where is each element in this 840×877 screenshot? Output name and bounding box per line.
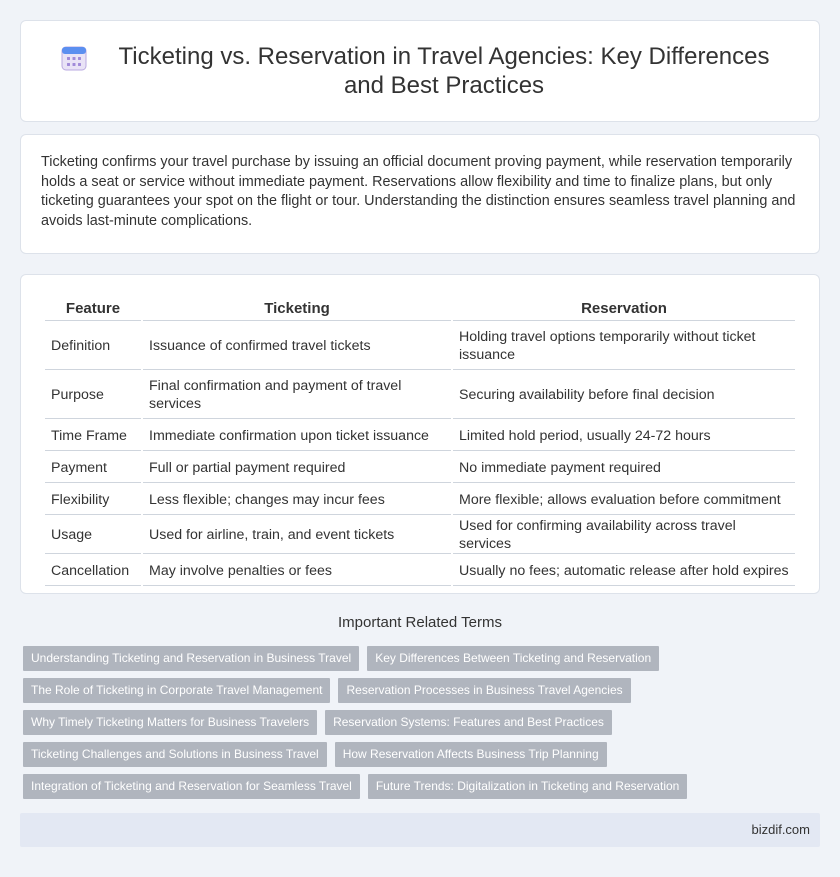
table-row xyxy=(45,485,795,515)
page-title: Ticketing vs. Reservation in Travel Agencies: Key Differences and Best Practices xyxy=(118,43,770,99)
related-tag[interactable]: How Reservation Affects Business Trip Planning xyxy=(335,742,607,767)
related-tag[interactable]: Reservation Processes in Business Travel Agencies xyxy=(338,678,630,703)
intro-text: Ticketing confirms your travel purchase by issuing an official document proving payment, while reservation temporarily holds a seat or service without immediate payment. Reservations allow flexibility and time to finalize plans, but only ticketing guarantees your spot on the flight or tour. Understanding the distinction ensures seamless travel planning and avoids last-minute complications. xyxy=(41,154,796,229)
table-cell: Securing availability before final decision xyxy=(453,372,795,419)
tag-row xyxy=(23,774,695,799)
table-cell: Purpose xyxy=(45,372,141,419)
tag-row xyxy=(23,710,620,735)
table-row xyxy=(45,517,795,554)
table-row xyxy=(45,556,795,586)
table-cell: Limited hold period, usually 24-72 hours xyxy=(453,421,795,451)
related-tag[interactable]: The Role of Ticketing in Corporate Travel Management xyxy=(23,678,330,703)
table-cell: May involve penalties or fees xyxy=(143,556,451,586)
related-tag[interactable]: Future Trends: Digitalization in Ticketing and Reservation xyxy=(368,774,688,799)
calendar-icon xyxy=(60,44,88,72)
tag-row xyxy=(23,678,639,703)
related-terms-title: Important Related Terms xyxy=(338,614,502,631)
table-cell: Definition xyxy=(45,323,141,370)
related-tag[interactable]: Why Timely Ticketing Matters for Business Travelers xyxy=(23,710,317,735)
table-cell: Full or partial payment required xyxy=(143,453,451,483)
table-cell: Holding travel options temporarily without ticket issuance xyxy=(453,323,795,370)
comparison-card xyxy=(20,274,820,594)
header-card xyxy=(20,20,820,122)
table-cell: Usually no fees; automatic release after hold expires xyxy=(453,556,795,586)
table-cell: Payment xyxy=(45,453,141,483)
table-cell: Less flexible; changes may incur fees xyxy=(143,485,451,515)
tag-row xyxy=(23,646,667,671)
table-cell: More flexible; allows evaluation before commitment xyxy=(453,485,795,515)
footer xyxy=(20,813,820,847)
related-tag[interactable]: Reservation Systems: Features and Best Practices xyxy=(325,710,612,735)
related-tag[interactable]: Ticketing Challenges and Solutions in Business Travel xyxy=(23,742,327,767)
table-cell: Cancellation xyxy=(45,556,141,586)
table-row xyxy=(45,323,795,370)
comparison-table xyxy=(43,295,797,588)
related-tag[interactable]: Understanding Ticketing and Reservation in Business Travel xyxy=(23,646,359,671)
table-row xyxy=(45,372,795,419)
table-cell: Used for airline, train, and event tickets xyxy=(143,517,451,554)
table-cell: No immediate payment required xyxy=(453,453,795,483)
table-cell: Immediate confirmation upon ticket issuance xyxy=(143,421,451,451)
table-header-ticketing: Ticketing xyxy=(143,297,451,321)
tag-row xyxy=(23,742,615,767)
related-tag[interactable]: Key Differences Between Ticketing and Reservation xyxy=(367,646,659,671)
table-cell: Issuance of confirmed travel tickets xyxy=(143,323,451,370)
table-cell: Final confirmation and payment of travel services xyxy=(143,372,451,419)
table-cell: Used for confirming availability across travel services xyxy=(453,517,795,554)
table-cell: Time Frame xyxy=(45,421,141,451)
table-row xyxy=(45,453,795,483)
table-header-feature: Feature xyxy=(45,297,141,321)
related-tag[interactable]: Integration of Ticketing and Reservation for Seamless Travel xyxy=(23,774,360,799)
intro-card xyxy=(20,134,820,254)
table-header-reservation: Reservation xyxy=(453,297,795,321)
table-cell: Flexibility xyxy=(45,485,141,515)
table-cell: Usage xyxy=(45,517,141,554)
footer-brand[interactable]: bizdif.com xyxy=(751,822,810,837)
table-row xyxy=(45,421,795,451)
